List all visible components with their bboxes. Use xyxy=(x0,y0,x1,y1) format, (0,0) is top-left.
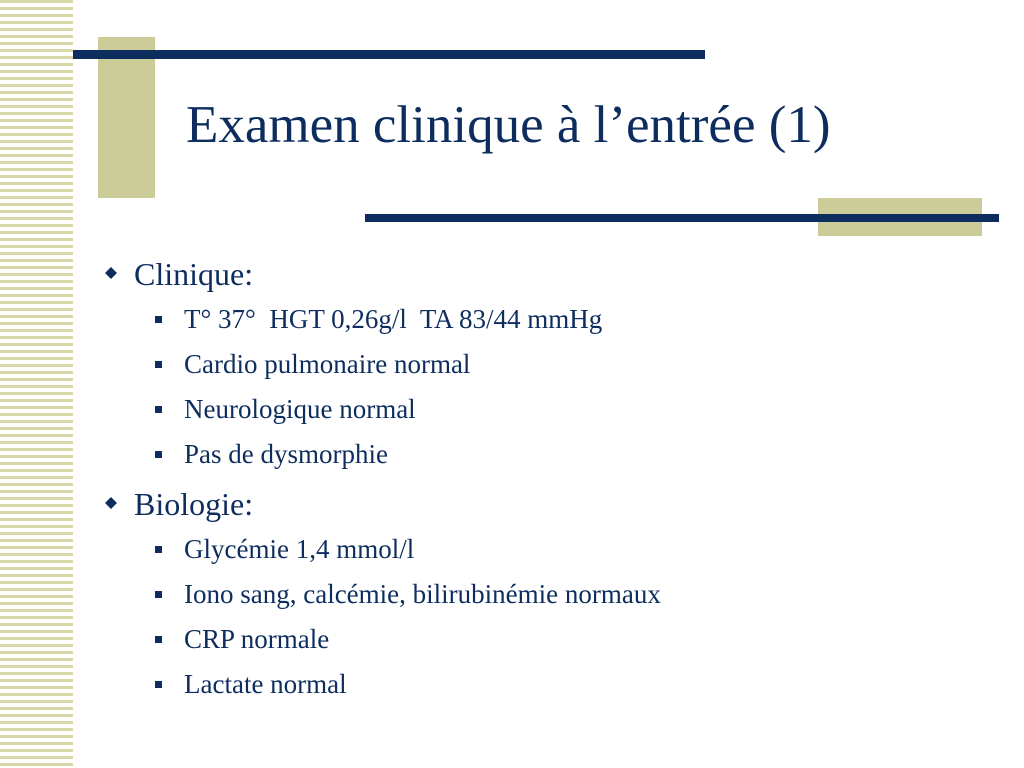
diamond-bullet-icon xyxy=(105,497,117,509)
list-item xyxy=(155,527,985,572)
bullet-list xyxy=(105,527,985,707)
slide-title: Examen clinique à l’entrée (1) xyxy=(186,96,831,154)
list-item-text: Pas de dysmorphie xyxy=(184,439,388,469)
section-heading: Biologie: xyxy=(134,486,254,522)
list-item-text: Iono sang, calcémie, bilirubinémie normaux xyxy=(184,579,661,609)
section-heading: Clinique: xyxy=(134,256,254,292)
bullet-list xyxy=(105,297,985,477)
title-bottom-rule xyxy=(365,214,999,222)
title-top-rule xyxy=(73,50,705,59)
square-bullet-icon xyxy=(155,406,162,413)
list-item xyxy=(155,297,985,342)
list-item xyxy=(155,662,985,707)
square-bullet-icon xyxy=(155,681,162,688)
square-bullet-icon xyxy=(155,316,162,323)
section-clinique xyxy=(105,252,985,477)
section-biologie xyxy=(105,482,985,707)
list-item xyxy=(155,387,985,432)
bullet-level1 xyxy=(105,482,985,527)
square-bullet-icon xyxy=(155,451,162,458)
list-item xyxy=(155,572,985,617)
list-item-text: Lactate normal xyxy=(184,669,347,699)
square-bullet-icon xyxy=(155,636,162,643)
slide-body xyxy=(105,252,985,707)
list-item xyxy=(155,342,985,387)
decorative-tan-block-top xyxy=(98,37,155,198)
list-item xyxy=(155,432,985,477)
list-item xyxy=(155,617,985,662)
list-item-text: Neurologique normal xyxy=(184,394,416,424)
bullet-level1 xyxy=(105,252,985,297)
list-item-text: Glycémie 1,4 mmol/l xyxy=(184,534,415,564)
list-item-text: CRP normale xyxy=(184,624,330,654)
list-item-text: T° 37° HGT 0,26g/l TA 83/44 mmHg xyxy=(184,304,603,334)
list-item-text: Cardio pulmonaire normal xyxy=(184,349,471,379)
square-bullet-icon xyxy=(155,361,162,368)
square-bullet-icon xyxy=(155,546,162,553)
square-bullet-icon xyxy=(155,591,162,598)
diamond-bullet-icon xyxy=(105,267,117,279)
decorative-stripe-band xyxy=(0,0,73,768)
